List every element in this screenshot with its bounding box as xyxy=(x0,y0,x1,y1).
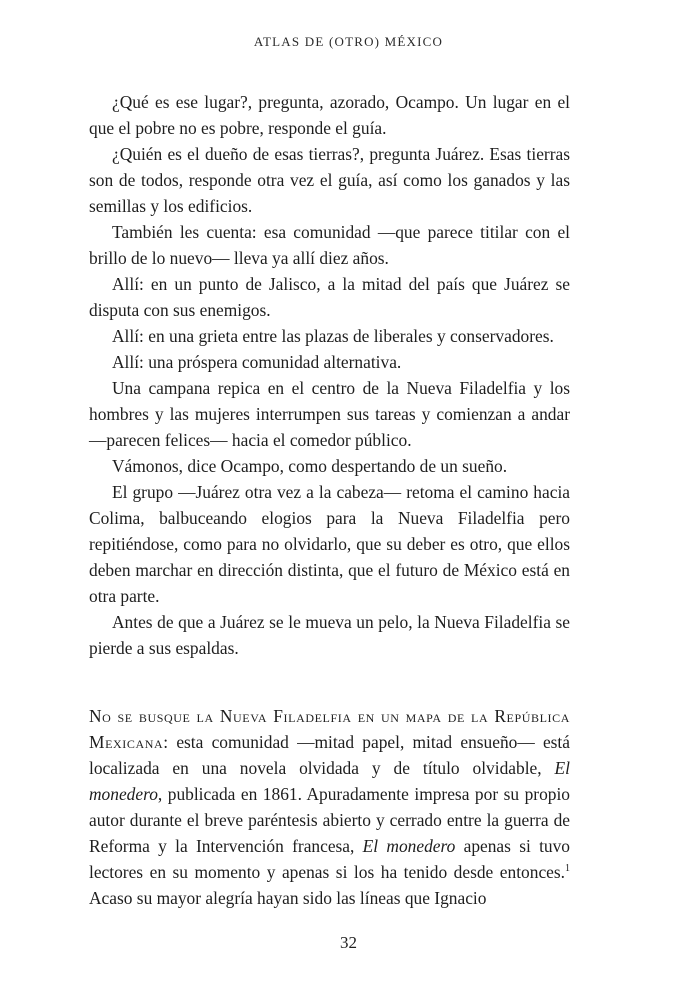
paragraph: También les cuenta: esa comunidad —que parece titilar con el brillo de lo nuevo— lleva ya allí diez años. xyxy=(89,222,570,268)
paragraph: Allí: en una grieta entre las plazas de liberales y conservadores. xyxy=(112,326,554,346)
paragraph xyxy=(89,703,570,911)
page-number: 32 xyxy=(340,933,357,952)
text-run: : esta comunidad —mitad papel, mitad ensueño— está localizada en una novela olvidada y de título olvidable, xyxy=(89,732,570,778)
text-run: Acaso su mayor alegría hayan sido las líneas que Ignacio xyxy=(89,888,487,908)
book-title: El monedero xyxy=(362,836,456,856)
small-caps-lead-in: No se busque la Nueva Filadelfia en un mapa de la República Mexicana xyxy=(89,706,570,752)
text-run: apenas si tuvo lectores en su momento y apenas si los ha tenido desde entonces. xyxy=(89,836,570,882)
essay-section xyxy=(89,703,570,911)
paragraph: ¿Quién es el dueño de esas tierras?, pregunta Juárez. Esas tierras son de todos, responde otra vez el guía, así como los ganados y las semillas y los edificios. xyxy=(89,144,570,216)
paragraph: ¿Qué es ese lugar?, pregunta, azorado, Ocampo. Un lugar en el que el pobre no es pobre, responde el guía. xyxy=(89,92,570,138)
paragraph: Allí: una próspera comunidad alternativa. xyxy=(112,352,402,372)
paragraph: El grupo —Juárez otra vez a la cabeza— retoma el camino hacia Colima, balbuceando elogios para la Nueva Filadelfia pero repitiéndose, como para no olvidarlo, que su deber es otro, que ellos deben marchar en dirección distinta, que el futuro de México está en otra parte. xyxy=(89,482,570,606)
narrative-section xyxy=(89,89,570,661)
paragraph: Allí: en un punto de Jalisco, a la mitad del país que Juárez se disputa con sus enemigos. xyxy=(89,274,570,320)
paragraph: Antes de que a Juárez se le mueva un pelo, la Nueva Filadelfia se pierde a sus espaldas. xyxy=(89,612,570,658)
text-run: , publicada en 1861. Apuradamente impresa por su propio autor durante el breve paréntesis abierto y cerrado entre la guerra de Reforma y la Intervención francesa, xyxy=(89,784,570,856)
footnote-reference[interactable]: 1 xyxy=(565,863,570,875)
running-header: ATLAS DE (OTRO) MÉXICO xyxy=(253,34,444,49)
book-title: El monedero xyxy=(89,758,570,804)
paragraph: Una campana repica en el centro de la Nueva Filadelfia y los hombres y las mujeres interrumpen sus tareas y comienzan a andar —parecen felices— hacia el comedor público. xyxy=(89,378,570,450)
paragraph: Vámonos, dice Ocampo, como despertando de un sueño. xyxy=(112,456,508,476)
